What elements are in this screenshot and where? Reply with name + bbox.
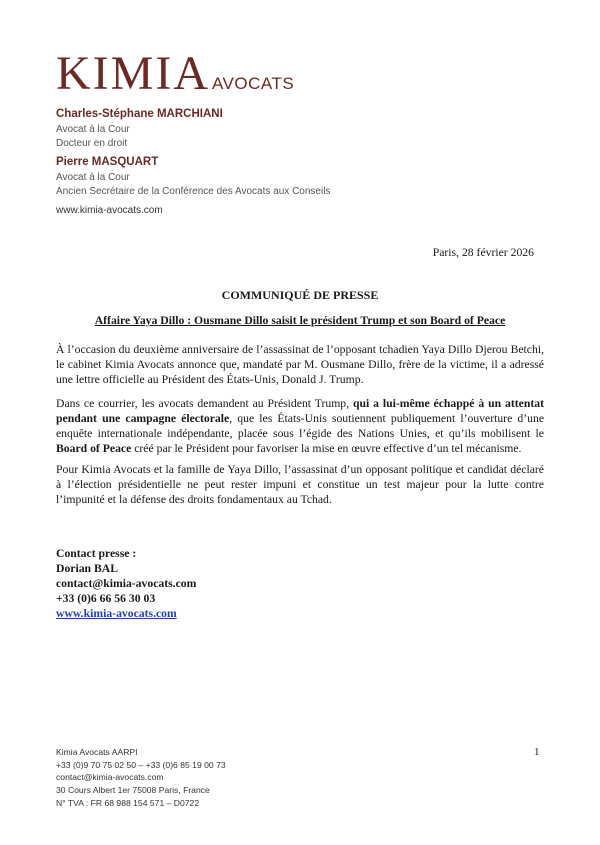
paragraph-2-part-2: , que les États-Unis soutiennent publiquement l’ouverture d’une enquête internationale indépendante, placée sous l’égide des Nations Unies, et qu’ils mobilisent le xyxy=(56,412,545,440)
paragraph-2-bold-2: Board of Peace xyxy=(56,442,132,455)
footer-firm: Kimia Avocats AARPI xyxy=(56,747,138,757)
logo-main: KIMIA xyxy=(56,47,210,100)
page-title: COMMUNIQUÉ DE PRESSE xyxy=(221,288,379,302)
footer-address: 30 Cours Albert 1er 75008 Paris, France xyxy=(56,785,210,796)
footer-email[interactable]: contact@kimia-avocats.com xyxy=(56,772,164,783)
lawyer-1-line-1: Avocat à la Cour xyxy=(56,124,130,135)
footer-vat: N° TVA : FR 68 988 154 571 – D0722 xyxy=(56,797,200,808)
lawyer-name-1: Charles-Stéphane MARCHIANI xyxy=(56,108,223,120)
contact-phone: +33 (0)6 66 56 30 03 xyxy=(56,592,156,605)
footer-phones: +33 (0)9 70 75 02 50 – +33 (0)6 85 19 00 73 xyxy=(56,759,226,770)
paragraph-2-part-1: Dans ce courrier, les avocats demandent au Président Trump, xyxy=(56,397,353,410)
contact-email[interactable]: contact@kimia-avocats.com xyxy=(56,577,197,590)
paragraph-2 xyxy=(56,396,544,456)
contact-heading: Contact presse : xyxy=(56,547,137,560)
lawyer-name-2: Pierre MASQUART xyxy=(56,156,159,168)
paragraph-2-part-3: créé par le Président pour favoriser la mise en œuvre effective d’un tel mécanisme. xyxy=(131,442,522,455)
footer-block xyxy=(56,746,226,810)
contact-name: Dorian BAL xyxy=(56,562,119,575)
header-website[interactable]: www.kimia-avocats.com xyxy=(56,205,163,216)
contact-website-link[interactable]: www.kimia-avocats.com xyxy=(56,607,177,620)
lawyer-2-line-2: Ancien Secrétaire de la Conférence des Avocats aux Conseils xyxy=(56,186,331,197)
logo-sub: AVOCATS xyxy=(211,74,295,93)
paragraph-3: Pour Kimia Avocats et la famille de Yaya Dillo, l’assassinat d’un opposant politique et candidat déclaré à l’élection présidentielle ne peut rester impuni et constitue un test majeur pour la lutte contre l’impunité et la défense des droits fondamentaux au Tchad. xyxy=(56,463,544,506)
document-date: Paris, 28 février 2026 xyxy=(432,246,534,259)
paragraph-1: À l’occasion du deuxième anniversaire de l’assassinat de l’opposant tchadien Yaya Dillo Djerou Betchi, le cabinet Kimia Avocats annonce que, mandaté par M. Ousmane Dillo, frère de la victime, il a adressé une lettre officielle au Président des États-Unis, Donald J. Trump. xyxy=(56,343,544,386)
page-number: 1 xyxy=(534,746,540,758)
lawyer-2-line-1: Avocat à la Cour xyxy=(56,172,130,183)
paragraph-2-bold-1: qui a lui-même échappé à un attentat pendant une campagne électorale xyxy=(56,397,544,425)
logo xyxy=(56,47,295,100)
lawyer-1-line-2: Docteur en droit xyxy=(56,138,128,149)
document-subtitle: Affaire Yaya Dillo : Ousmane Dillo saisit le président Trump et son Board of Peace xyxy=(94,314,506,327)
